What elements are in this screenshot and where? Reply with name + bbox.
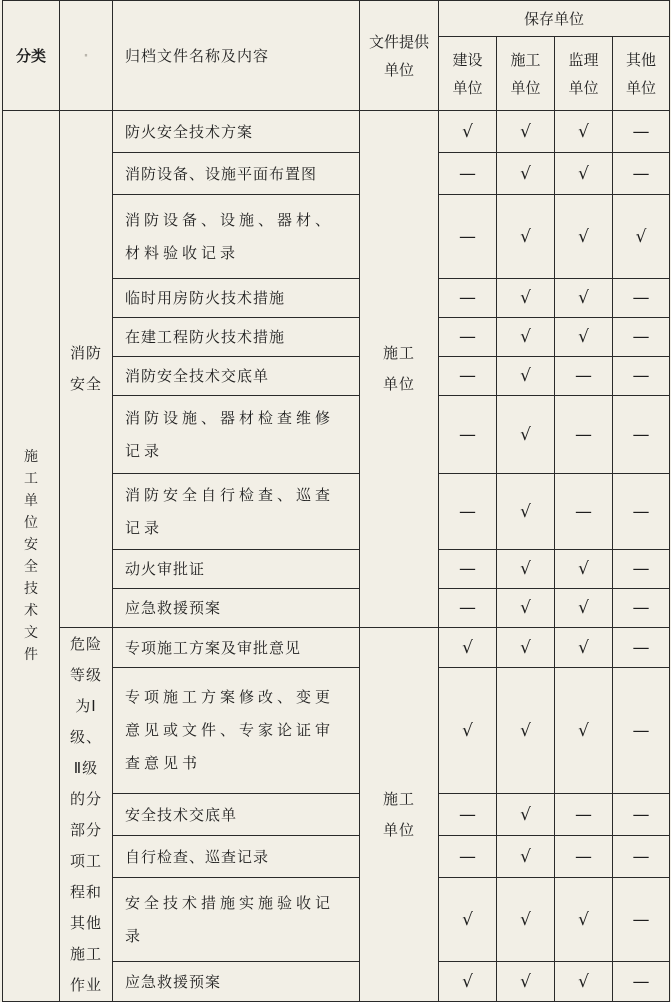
- header-category: 分类: [3, 1, 60, 111]
- row-title: 在建工程防火技术措施: [113, 318, 360, 357]
- row-title: 专项施工方案修改、变更意见或文件、专家论证审查意见书: [113, 668, 360, 794]
- mark-cell: —: [613, 550, 670, 589]
- mark-cell: —: [439, 550, 497, 589]
- mark-cell: √: [555, 195, 613, 279]
- mark-cell: —: [439, 794, 497, 836]
- mark-cell: —: [613, 153, 670, 195]
- category-main: 施工单位安全技术文件: [23, 449, 38, 663]
- mark-cell: —: [613, 628, 670, 668]
- mark-cell: —: [613, 836, 670, 878]
- row-title: 动火审批证: [113, 550, 360, 589]
- row-title: 自行检查、巡查记录: [113, 836, 360, 878]
- mark-cell: —: [439, 195, 497, 279]
- mark-cell: —: [555, 836, 613, 878]
- mark-cell: √: [497, 396, 555, 474]
- group-name: 消防安全: [69, 344, 102, 393]
- mark-cell: —: [613, 111, 670, 153]
- mark-cell: √: [613, 195, 670, 279]
- mark-cell: —: [439, 589, 497, 628]
- mark-cell: √: [497, 962, 555, 1002]
- mark-cell: √: [497, 628, 555, 668]
- mark-cell: √: [439, 962, 497, 1002]
- row-title: 消防安全技术交底单: [113, 357, 360, 396]
- mark-cell: √: [439, 111, 497, 153]
- row-title: 消防安全自行检查、巡查记录: [113, 474, 360, 550]
- mark-cell: √: [439, 628, 497, 668]
- mark-cell: —: [613, 396, 670, 474]
- mark-cell: √: [497, 357, 555, 396]
- provider-name: 施工单位: [382, 344, 415, 393]
- group-hazard-works: [60, 628, 113, 1002]
- mark-cell: —: [555, 396, 613, 474]
- mark-cell: √: [555, 589, 613, 628]
- mark-cell: √: [555, 628, 613, 668]
- header-unit-supervisor: 监理单位: [555, 37, 613, 111]
- header-provider: 文件提供单位: [360, 1, 439, 111]
- group-fire-safety: [60, 111, 113, 628]
- mark-cell: √: [497, 111, 555, 153]
- row-title: 应急救援预案: [113, 589, 360, 628]
- mark-cell: √: [497, 589, 555, 628]
- mark-cell: —: [439, 279, 497, 318]
- mark-cell: —: [613, 318, 670, 357]
- mark-cell: —: [555, 357, 613, 396]
- mark-cell: √: [497, 878, 555, 962]
- mark-cell: √: [497, 195, 555, 279]
- mark-cell: √: [497, 153, 555, 195]
- mark-cell: —: [613, 962, 670, 1002]
- header-subcategory-blank: ·: [60, 1, 113, 111]
- row-title: 消防设施、器材检查维修记录: [113, 396, 360, 474]
- row-title: 临时用房防火技术措施: [113, 279, 360, 318]
- row-title: 防火安全技术方案: [113, 111, 360, 153]
- mark-cell: —: [555, 794, 613, 836]
- mark-cell: —: [439, 318, 497, 357]
- mark-cell: —: [613, 357, 670, 396]
- mark-cell: —: [439, 836, 497, 878]
- header-storage: 保存单位: [439, 1, 670, 37]
- provider-name: 施工单位: [382, 789, 415, 839]
- mark-cell: —: [439, 396, 497, 474]
- mark-cell: √: [497, 474, 555, 550]
- mark-cell: —: [439, 474, 497, 550]
- header-unit-construction: 建设单位: [439, 37, 497, 111]
- archive-table: [2, 0, 670, 1002]
- row-title: 消防设备、设施、器材、材料验收记录: [113, 195, 360, 279]
- mark-cell: √: [555, 878, 613, 962]
- header-unit-other: 其他单位: [613, 37, 670, 111]
- table-row: [3, 628, 670, 668]
- mark-cell: √: [555, 153, 613, 195]
- provider-cell: [360, 628, 439, 1002]
- mark-cell: √: [555, 111, 613, 153]
- mark-cell: √: [497, 794, 555, 836]
- mark-cell: √: [555, 668, 613, 794]
- mark-cell: √: [497, 836, 555, 878]
- mark-cell: —: [613, 474, 670, 550]
- mark-cell: —: [613, 589, 670, 628]
- row-title: 安全技术措施实施验收记录: [113, 878, 360, 962]
- group-name: 危险等级为Ⅰ级、Ⅱ级的分部分项工程和其他施工作业: [69, 634, 102, 994]
- row-title: 专项施工方案及审批意见: [113, 628, 360, 668]
- mark-cell: √: [497, 318, 555, 357]
- header-unit-contractor: 施工单位: [497, 37, 555, 111]
- mark-cell: —: [439, 357, 497, 396]
- mark-cell: √: [439, 878, 497, 962]
- mark-cell: √: [555, 279, 613, 318]
- mark-cell: —: [613, 794, 670, 836]
- header-row-1: [3, 1, 670, 37]
- table-row: [3, 111, 670, 153]
- mark-cell: —: [439, 153, 497, 195]
- mark-cell: √: [439, 668, 497, 794]
- mark-cell: —: [613, 668, 670, 794]
- mark-cell: —: [555, 474, 613, 550]
- mark-cell: √: [555, 962, 613, 1002]
- mark-cell: √: [497, 279, 555, 318]
- mark-cell: √: [555, 550, 613, 589]
- mark-cell: √: [555, 318, 613, 357]
- row-title: 安全技术交底单: [113, 794, 360, 836]
- provider-cell: [360, 111, 439, 628]
- row-title: 应急救援预案: [113, 962, 360, 1002]
- category-cell: [3, 111, 60, 1002]
- row-title: 消防设备、设施平面布置图: [113, 153, 360, 195]
- header-file-title: 归档文件名称及内容: [113, 1, 360, 111]
- mark-cell: √: [497, 550, 555, 589]
- mark-cell: √: [497, 668, 555, 794]
- mark-cell: —: [613, 279, 670, 318]
- mark-cell: —: [613, 878, 670, 962]
